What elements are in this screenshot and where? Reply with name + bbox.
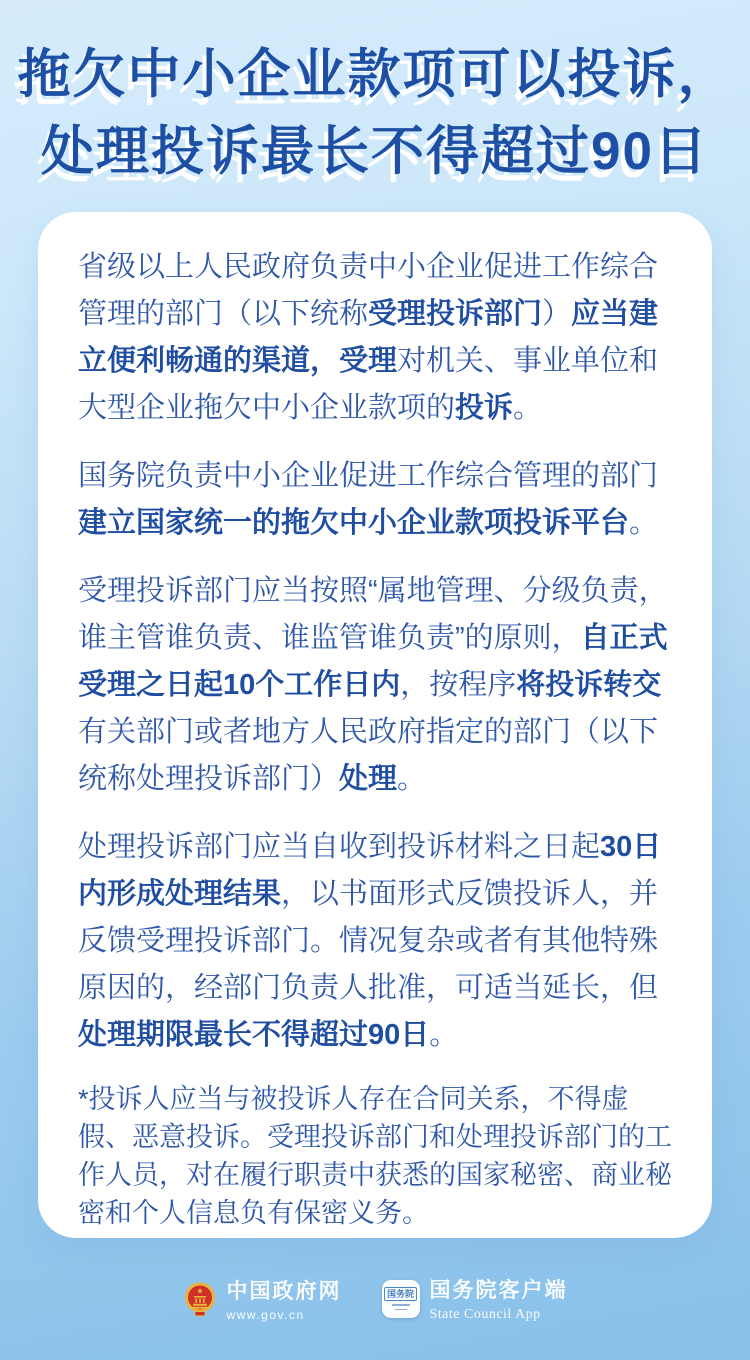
paragraph-national-platform: 国务院负责中小企业促进工作综合管理的部门建立国家统一的拖欠中小企业款项投诉平台。	[78, 460, 659, 539]
paragraph-transfer-within-10-workdays: 受理投诉部门应当按照“属地管理、分级负责，谁主管谁负责、谁监管谁负责”的原则，自正式受理之日起10个工作日内，按程序将投诉转交有关部门或者地方人民政府指定的部门（以下统称处理投诉部门）处理。	[78, 575, 668, 795]
card-paragraphs	[78, 244, 672, 1232]
footer	[0, 1274, 750, 1323]
app-icon-label: 国务院	[384, 1287, 417, 1301]
app-name: 国务院客户端	[429, 1279, 568, 1302]
title-line-2: 处理投诉最长不得超过90日	[41, 122, 709, 181]
state-council-app-brand	[382, 1274, 568, 1323]
title-line-1: 拖欠中小企业款项可以投诉，	[17, 45, 733, 104]
poster-title	[0, 0, 750, 190]
gov-site-name: 中国政府网	[226, 1280, 342, 1303]
app-subtitle: State Council App	[429, 1307, 541, 1322]
national-emblem-icon	[183, 1281, 217, 1317]
gov-site-url: www.gov.cn	[226, 1308, 305, 1322]
paragraph-accepting-departments: 省级以上人民政府负责中小企业促进工作综合管理的部门（以下统称受理投诉部门）应当建立便利畅通的渠道，受理对机关、事业单位和大型企业拖欠中小企业款项的投诉。	[78, 251, 659, 424]
gov-website-brand	[183, 1275, 342, 1322]
app-icon-line	[392, 1304, 410, 1306]
app-icon-line	[395, 1309, 407, 1311]
state-council-app-icon	[382, 1280, 420, 1318]
paragraph-90-day-limit: 处理投诉部门应当自收到投诉材料之日起30日内形成处理结果，以书面形式反馈投诉人，并反馈受理投诉部门。情况复杂或者有其他特殊原因的，经部门负责人批准，可适当延长，但处理期限最长不得超过90日。	[78, 831, 662, 1051]
content-card	[38, 212, 712, 1238]
footnote-complaint-rules: *投诉人应当与被投诉人存在合同关系，不得虚假、恶意投诉。受理投诉部门和处理投诉部门的工作人员，对在履行职责中获悉的国家秘密、商业秘密和个人信息负有保密义务。	[78, 1084, 672, 1228]
